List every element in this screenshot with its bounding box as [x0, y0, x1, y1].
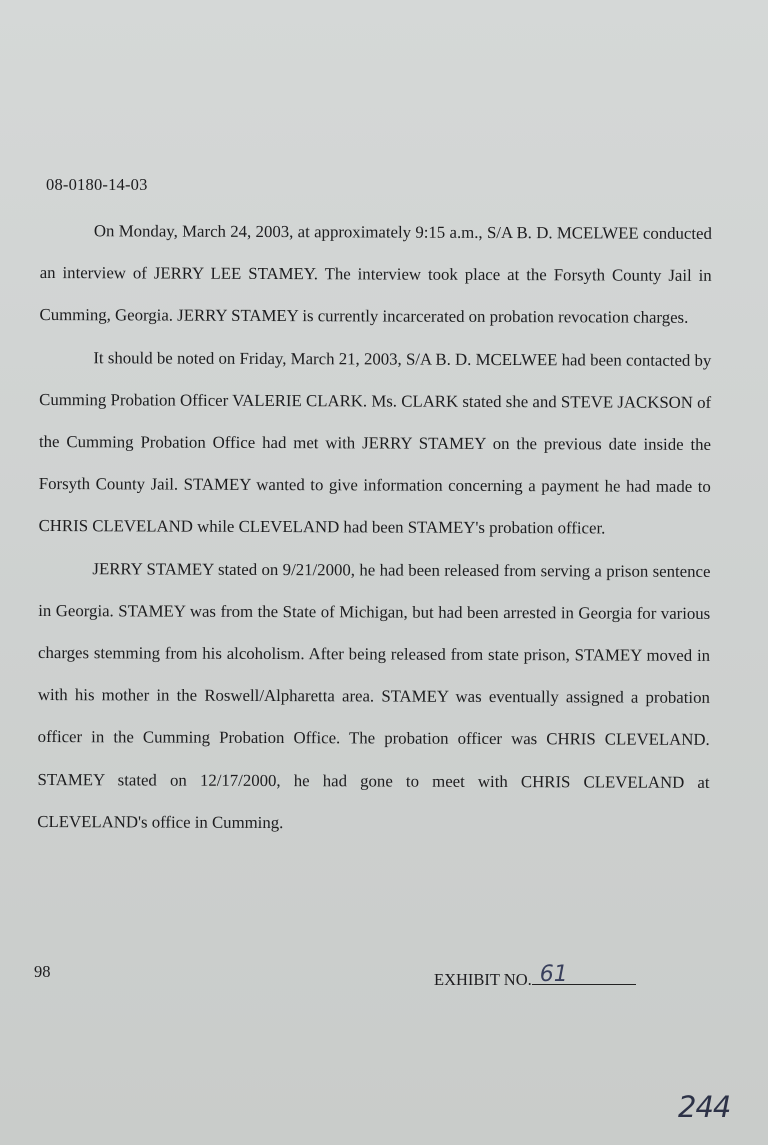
paragraph-1: On Monday, March 24, 2003, at approximately 9:15 a.m., S/A B. D. MCELWEE conducted an interview of JERRY LEE STAMEY. The interview took place at the Forsyth County Jail in Cumming, Georgia. JERRY STAMEY is currently incarcerated on probation revocation charges. [39, 221, 712, 328]
exhibit-label: EXHIBIT NO. [434, 970, 532, 989]
exhibit-field [434, 962, 636, 990]
page-number: 98 [34, 962, 51, 981]
exhibit-number-handwritten: 61 [539, 962, 568, 987]
paragraph-3: JERRY STAMEY stated on 9/21/2000, he had been released from serving a prison sentence in Georgia. STAMEY was from the State of Michigan, but had been arrested in Georgia for various charges stemming from his alcoholism. After being released from state prison, STAMEY moved in with his mother in the Roswell/Alpharetta area. STAMEY was eventually assigned a probation officer in the Cumming Probation Office. The probation officer was CHRIS CLEVELAND. STAMEY stated on 12/17/2000, he had gone to meet with CHRIS CLEVELAND at CLEVELAND's office in Cumming. [37, 558, 711, 832]
document-body [37, 210, 712, 846]
paragraph-2: It should be noted on Friday, March 21, 2003, S/A B. D. MCELWEE had been contacted by Cumming Probation Officer VALERIE CLARK. Ms. CLARK stated she and STEVE JACKSON of the Cumming Probation Office had met with JERRY STAMEY on the previous date inside the Forsyth County Jail. STAMEY wanted to give information concerning a payment he had made to CHRIS CLEVELAND while CLEVELAND had been STAMEY's probation officer. [38, 347, 712, 538]
exhibit-number-line [532, 962, 636, 987]
bates-number-handwritten: 244 [678, 1090, 731, 1124]
file-number: 08-0180-14-03 [46, 175, 148, 194]
